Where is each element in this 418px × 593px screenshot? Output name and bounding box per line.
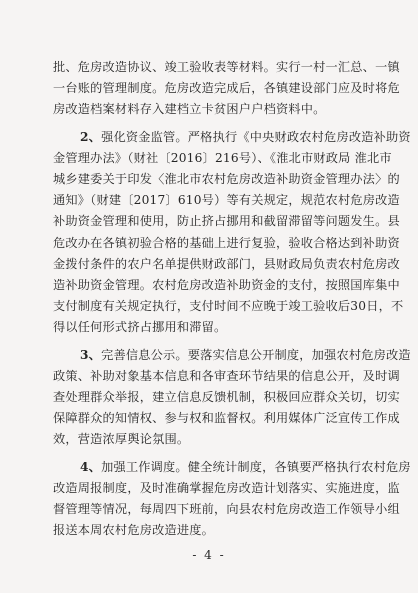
paragraph-line: 金管理办法》（财社〔2016〕216号）、《淮北市财政局 淮北市 xyxy=(53,150,392,165)
paragraph-line: 一台账的管理制度。危房改造完成后，各镇建设部门应及时将危 xyxy=(53,81,400,96)
section-text: 加强工作调度。健全统计制度，各镇要严格执行农村危房 xyxy=(101,459,411,474)
paragraph-line: 城乡建委关于印发〈淮北市农村危房改造补助资金管理办法〉的 xyxy=(53,172,400,186)
paragraph-line: 造补助资金管理。农村危房改造补助资金的支付，按照国库集中 xyxy=(53,278,400,292)
section-heading-number: 4、 xyxy=(80,459,102,474)
paragraph-line: 效，营造浓厚舆论氛围。 xyxy=(53,432,190,447)
page-number: - 4 - xyxy=(192,548,226,562)
section-first-line xyxy=(80,458,418,476)
paragraph-line: 督管理等情况，每周四下班前，向县农村危房改造工作领导小组 xyxy=(53,502,400,516)
paragraph-line: 报送本周农村危房改造进度。 xyxy=(53,523,215,538)
paragraph-line: 得以任何形式挤占挪用和滞留。 xyxy=(53,320,227,335)
paragraph-line: 支付制度有关规定执行，支付时间不应晚于竣工验收后30日，不 xyxy=(53,299,404,314)
section-heading-number: 3、 xyxy=(80,347,102,362)
paragraph-line: 改造周报制度，及时准确掌握危房改造计划落实、实施进度，监 xyxy=(53,480,400,495)
section-heading-number: 2、 xyxy=(80,129,102,144)
paragraph-line: 政策、补助对象基本信息和各审查环节结果的信息公开，及时调 xyxy=(53,368,400,383)
section-text: 完善信息公示。要落实信息公开制度，加强农村危房改造 xyxy=(101,347,411,362)
section-first-line xyxy=(80,128,418,146)
paragraph-line: 批、危房改造协议、竣工验收表等材料。实行一村一汇总、一镇 xyxy=(53,60,400,74)
paragraph-line: 补助资金管理和使用，防止挤占挪用和截留滞留等问题发生。县 xyxy=(53,214,400,229)
section-text: 强化资金监管。严格执行《中央财政农村危房改造补助资 xyxy=(101,129,411,144)
section-first-line xyxy=(80,346,418,364)
paragraph-line: 房改造档案材料存入建档立卡贫困户户档资料中。 xyxy=(53,102,326,117)
paragraph-line: 通知》（财建〔2017〕610号）等有关规定，规范农村危房改造 xyxy=(53,193,400,208)
paragraph-line: 金拨付条件的农户名单提供财政部门，县财政局负责农村危房改 xyxy=(53,256,400,271)
paragraph-line: 危改办在各镇初验合格的基础上进行复验，验收合格达到补助资 xyxy=(53,235,400,250)
paragraph-line: 查处理群众举报，建立信息反馈机制，积极回应群众关切，切实 xyxy=(53,390,400,404)
paragraph-line: 保障群众的知情权、参与权和监督权。利用媒体广泛宣传工作成 xyxy=(53,411,400,426)
